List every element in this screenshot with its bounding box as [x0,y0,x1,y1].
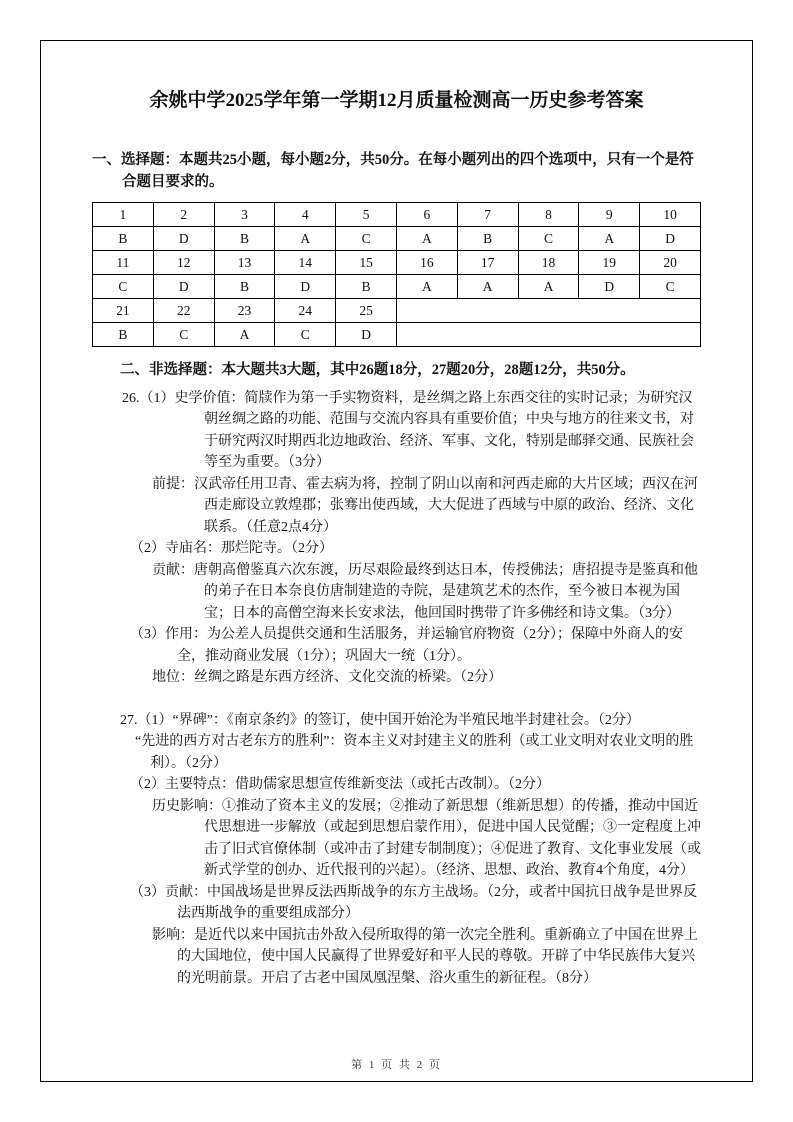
answer-cell: B [93,323,154,347]
answer-table-row [93,275,701,299]
answer-cell: A [396,275,457,299]
answer-cell: 5 [336,203,397,227]
answer-cell: 4 [275,203,336,227]
answer-paragraph: 历史影响：①推动了资本主义的发展；②推动了新思想（维新思想）的传播，推动中国近代思想进一步解放（或起到思想启蒙作用），促进中国人民觉醒；③一定程度上冲击了旧式官僚体制（或冲击了封建专制制度）；④促进了教育、文化事业发展（或新式学堂的创办、近代报刊的兴起）。（经济、思想、政治、教育4个角度，4分） [152,798,701,878]
answer-empty-cell [396,323,700,347]
answer-table [92,202,701,347]
answer-cell: C [640,275,701,299]
answer-cell: 16 [396,251,457,275]
answer-table-row [93,251,701,275]
answer-cell: 12 [153,251,214,275]
answer-paragraph: 26.（1）史学价值：简牍作为第一手实物资料，是丝绸之路上东西交往的实时记录；为研究汉朝丝绸之路的功能、范围与交流内容具有重要价值；中央与地方的往来文书，对于研究两汉时期西北边地政治、经济、军事、文化，特别是邮驿交通、民族社会等至为重要。（3分） [122,390,694,470]
answer-cell: A [214,323,275,347]
answer-cell: 1 [93,203,154,227]
answer-table-row [93,227,701,251]
answer-cell: 2 [153,203,214,227]
answer-cell: A [457,275,518,299]
answer-cell: A [396,227,457,251]
answer-cell: D [153,275,214,299]
answer-cell: 11 [93,251,154,275]
answer-cell: 8 [518,203,579,227]
answer-cell: A [579,227,640,251]
page-footer: 第 1 页 共 2 页 [351,1059,442,1071]
answer-cell: 13 [214,251,275,275]
answer-cell: 10 [640,203,701,227]
answer-cell: 14 [275,251,336,275]
answer-cell: C [93,275,154,299]
page-title: 余姚中学2025学年第一学期12月质量检测高一历史参考答案 [149,90,644,111]
answer-paragraph: （3）作用：为公差人员提供交通和生活服务，并运输官府物资（2分）；保障中外商人的安全，推动商业发展（1分）；巩固大一统（1分）。 [130,627,683,664]
answer-cell: C [153,323,214,347]
answer-cell: 20 [640,251,701,275]
page-content [92,88,701,989]
answer-table-body [93,203,701,347]
section1-heading: 一、选择题：本题共25小题，每小题2分，共50分。在每小题列出的四个选项中，只有一个是符合题目要求的。 [92,152,694,190]
answer-cell: D [336,323,397,347]
answer-cell: 25 [336,299,397,323]
answer-paragraph: 影响：是近代以来中国抗击外敌入侵所取得的第一次完全胜利。重新确立了中国在世界上的大国地位，使中国人民赢得了世界爱好和平人民的尊敬。开辟了中华民族伟大复兴的光明前景。开启了古老中国凤凰涅槃、浴火重生的新征程。（8分） [152,927,698,986]
answer-cell: D [275,275,336,299]
answer-empty-cell [396,299,700,323]
answer-paragraph: “先进的西方对古老东方的胜利”：资本主义对封建主义的胜利（或工业文明对农业文明的胜利）。（2分） [135,734,694,771]
answer-cell: 24 [275,299,336,323]
answer-paragraph: 地位：丝绸之路是东西方经济、文化交流的桥梁。（2分） [152,670,502,685]
answer-paragraph: （2）寺庙名：那烂陀寺。（2分） [130,541,333,556]
answer-paragraph: 前提：汉武帝任用卫青、霍去病为将，控制了阴山以南和河西走廊的大片区域；西汉在河西走廊设立敦煌郡；张骞出使西域，大大促进了西域与中原的政治、经济、文化联系。（任意2点4分） [152,476,698,535]
answer-cell: 7 [457,203,518,227]
answer-table-row [93,299,701,323]
section2-heading: 二、非选择题：本大题共3大题，其中26题18分，27题20分，28题12分，共50分。 [120,362,635,378]
answer-cell: 23 [214,299,275,323]
answer-cell: 21 [93,299,154,323]
answer-cell: 18 [518,251,579,275]
answer-cell: 15 [336,251,397,275]
answer-cell: 9 [579,203,640,227]
answer-paragraph: 贡献：唐朝高僧鉴真六次东渡，历尽艰险最终到达日本，传授佛法；唐招提寺是鉴真和他的弟子在日本奈良仿唐制建造的寺院，是建筑艺术的杰作，至今被日本视为国宝；日本的高僧空海来长安求法，他回国时携带了许多佛经和诗文集。（3分） [152,562,698,621]
answer-paragraph: （2）主要特点：借助儒家思想宣传维新变法（或托古改制）。（2分） [130,777,550,792]
answer-cell: D [153,227,214,251]
answer-table-row [93,323,701,347]
answer-table-row [93,203,701,227]
answer-cell: 17 [457,251,518,275]
answer-cell: B [214,275,275,299]
answer-cell: B [336,275,397,299]
answer-cell: 6 [396,203,457,227]
answer-cell: C [518,227,579,251]
answer-cell: C [336,227,397,251]
answer-cell: A [275,227,336,251]
answer-cell: 3 [214,203,275,227]
answers-section [92,388,701,990]
answer-paragraph: 27.（1）“界碑”：《南京条约》的签订，使中国开始沦为半殖民地半封建社会。（2分） [120,712,640,728]
answer-cell: D [640,227,701,251]
answer-cell: A [518,275,579,299]
answer-cell: D [579,275,640,299]
answer-cell: 22 [153,299,214,323]
answer-cell: B [214,227,275,251]
answer-cell: B [93,227,154,251]
answer-cell: 19 [579,251,640,275]
answer-cell: B [457,227,518,251]
answer-cell: C [275,323,336,347]
answer-paragraph: （3）贡献：中国战场是世界反法西斯战争的东方主战场。（2分，或者中国抗日战争是世界反法西斯战争的重要组成部分） [130,884,697,921]
